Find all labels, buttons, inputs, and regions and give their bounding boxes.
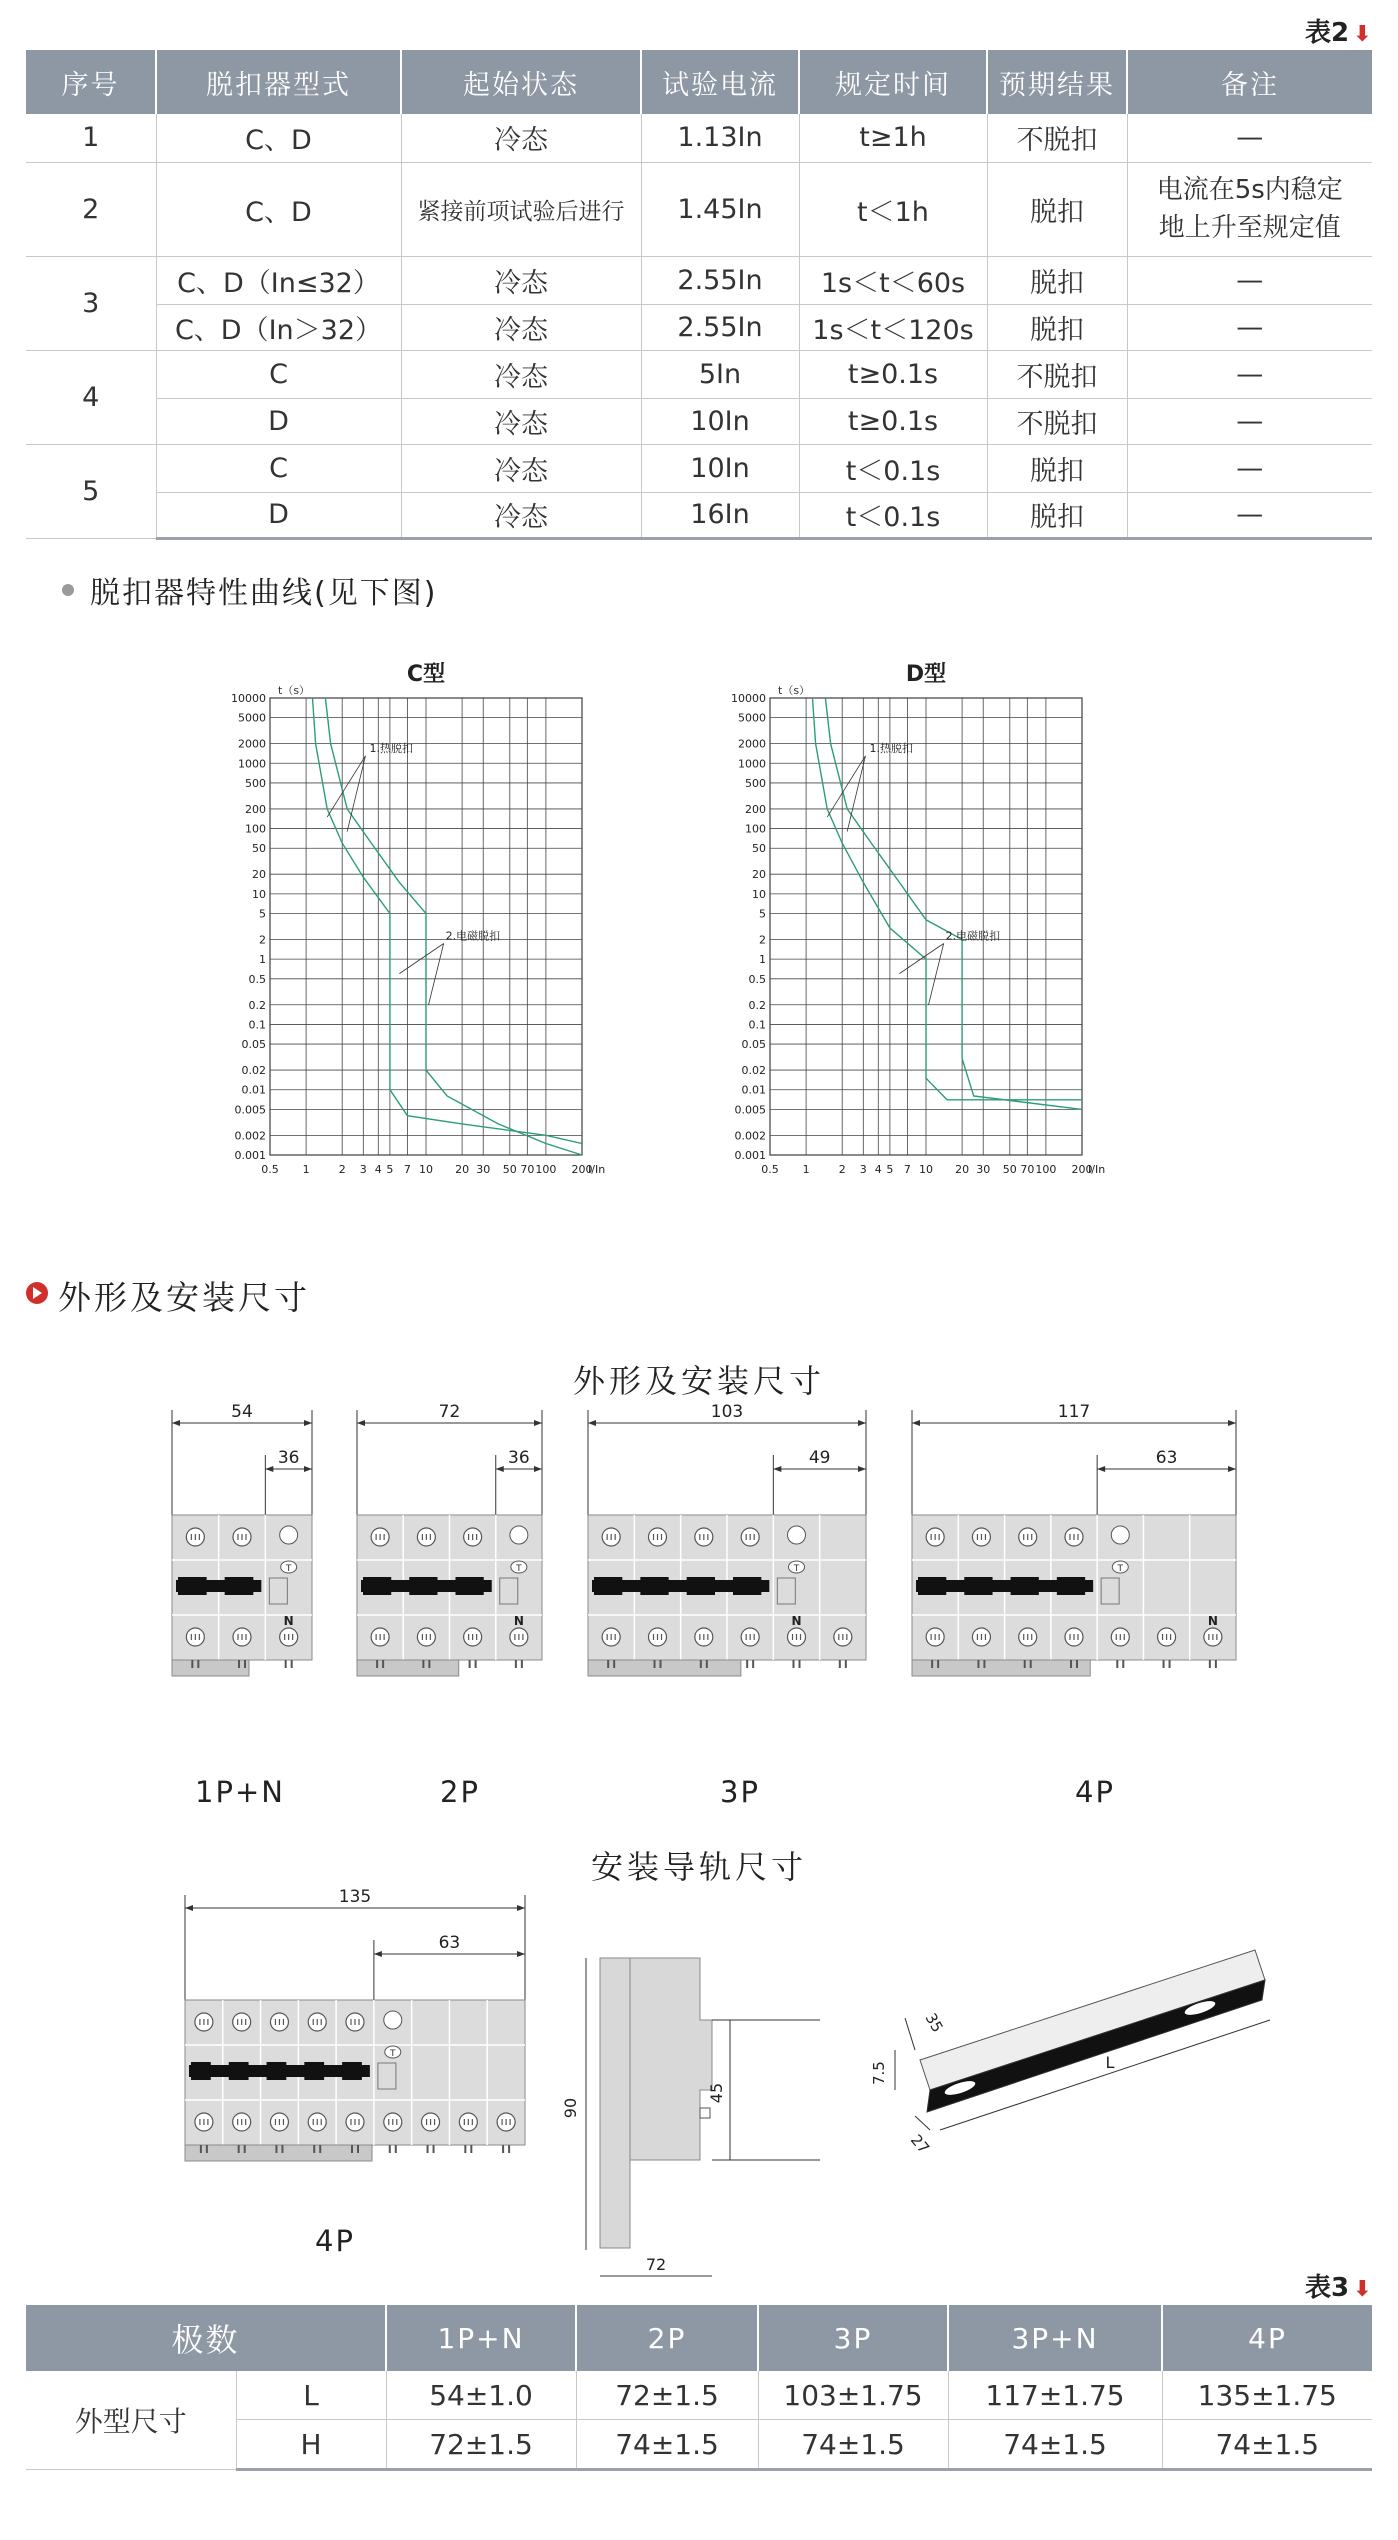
annotation-label: 1.热脱扣 [869, 741, 913, 755]
din-clip [357, 1660, 459, 1676]
dimension-arrow [374, 1951, 382, 1957]
table-cell: C、D [156, 114, 401, 162]
header-cell: 3P+N [948, 2305, 1162, 2371]
y-axis-label: t（s） [278, 684, 311, 697]
table3-tag-text: 表3 [1305, 2273, 1350, 2303]
dimension-label: 45 [707, 2082, 726, 2104]
handle-icon [229, 2062, 249, 2080]
table-cell: 冷态 [401, 304, 641, 350]
x-tick-label: 10 [419, 1163, 433, 1176]
dimension-label: 54 [231, 1402, 253, 1422]
neutral-mark: N [283, 1614, 294, 1628]
dimension-label: L [1105, 2053, 1115, 2072]
table-cell: 冷态 [401, 444, 641, 492]
side-view-screw [700, 2108, 710, 2118]
x-tick-label: 5 [886, 1163, 894, 1176]
table-cell: 74±1.5 [1162, 2420, 1372, 2470]
header-cell: 试验电流 [641, 50, 799, 114]
handle-icon [1011, 1577, 1039, 1595]
dimension-arrow [588, 1420, 596, 1426]
y-tick-label: 2 [259, 933, 266, 947]
y-tick-label: 0.2 [248, 998, 266, 1012]
breaker-label-4p: 4P [1075, 1775, 1115, 1809]
y-tick-label: 500 [245, 776, 266, 790]
indicator-icon [1111, 1526, 1129, 1544]
header-cell: 2P [576, 2305, 758, 2371]
annotation-label: 2.电磁脱扣 [945, 929, 1001, 943]
x-tick-label: 3 [359, 1163, 367, 1176]
table-row [26, 444, 1372, 492]
dimension-arrow [357, 1420, 365, 1426]
din-clip [588, 1660, 741, 1676]
trip-test-table [26, 50, 1372, 540]
y-tick-label: 0.002 [234, 1129, 266, 1143]
x-tick-label: 1 [302, 1163, 310, 1176]
x-tick-label: 7 [903, 1163, 911, 1176]
dimension-label: 117 [1057, 1402, 1091, 1422]
y-tick-label: 2 [759, 933, 766, 947]
handle-icon [178, 1577, 207, 1595]
x-tick-label: 20 [455, 1163, 470, 1176]
table-cell: 冷态 [401, 114, 641, 162]
curves-heading: 脱扣器特性曲线(见下图) [90, 576, 438, 611]
trip-curve-series [313, 698, 583, 1144]
x-tick-label: 1 [802, 1163, 810, 1176]
y-tick-label: 10 [252, 887, 266, 901]
y-tick-label: 0.1 [748, 1018, 766, 1032]
y-tick-label: 0.005 [234, 1103, 266, 1117]
y-tick-label: 5000 [238, 711, 266, 725]
dimension-arrow [534, 1466, 542, 1472]
header-cell: 序号 [26, 50, 156, 114]
table-cell: 3 [26, 256, 156, 350]
table-cell: 脱扣 [987, 256, 1127, 304]
table-cell: 72±1.5 [386, 2420, 576, 2470]
x-tick-label: 3 [859, 1163, 867, 1176]
x-tick-label: 100 [1035, 1163, 1057, 1176]
y-tick-label: 200 [745, 802, 766, 816]
handle-icon [191, 2062, 211, 2080]
table-cell: t＜0.1s [799, 492, 987, 538]
dims-title: 外形及安装尺寸 [572, 1362, 825, 1400]
table3-tag [1305, 2267, 1372, 2304]
y-tick-label: 1000 [738, 757, 766, 771]
dimension-arrow [517, 1951, 525, 1957]
neutral-mark: N [513, 1614, 524, 1628]
handle-icon [1057, 1577, 1085, 1595]
y-tick-label: 50 [252, 842, 266, 856]
header-cell: 备注 [1127, 50, 1372, 114]
x-tick-label: 50 [1002, 1163, 1017, 1176]
y-tick-label: 100 [245, 822, 266, 836]
x-tick-label: 2 [838, 1163, 846, 1176]
table-cell: 1s＜t＜120s [799, 304, 987, 350]
dimension-arrow [304, 1420, 312, 1426]
dimension-arrow [496, 1466, 504, 1472]
y-tick-label: 100 [745, 822, 766, 836]
y-tick-label: 50 [752, 842, 766, 856]
table-cell: H [236, 2420, 386, 2470]
table-cell: t≥0.1s [799, 398, 987, 444]
table-row [26, 162, 1372, 256]
annotation-label: 1.热脱扣 [369, 741, 413, 755]
y-tick-label: 500 [745, 776, 766, 790]
neutral-mark: N [791, 1614, 802, 1628]
y-tick-label: 0.01 [741, 1083, 766, 1097]
test-button-mark: T [390, 2049, 396, 2059]
table-cell: L [236, 2371, 386, 2420]
y-tick-label: 10000 [731, 692, 766, 705]
y-tick-label: 10000 [231, 692, 266, 705]
y-tick-label: 1 [259, 953, 266, 967]
dimension-arrow [1097, 1466, 1105, 1472]
table-cell: 5In [641, 350, 799, 398]
dimension-label: 103 [710, 1402, 744, 1422]
table-cell: t≥0.1s [799, 350, 987, 398]
handle-icon [363, 1577, 391, 1595]
table-cell: 2.55In [641, 304, 799, 350]
x-tick-label: 30 [976, 1163, 991, 1176]
table-cell: — [1127, 114, 1372, 162]
dimension-arrow [773, 1466, 781, 1472]
table-cell: 不脱扣 [987, 398, 1127, 444]
handle-icon [409, 1577, 437, 1595]
table-cell: 54±1.0 [386, 2371, 576, 2420]
y-tick-label: 0.002 [734, 1129, 766, 1143]
dimension-line [905, 2018, 915, 2050]
table-cell: 冷态 [401, 256, 641, 304]
table-cell: 脱扣 [987, 304, 1127, 350]
dimension-arrow [1228, 1466, 1236, 1472]
x-tick-label: 70 [520, 1163, 535, 1176]
table-cell: — [1127, 398, 1372, 444]
din-clip [172, 1660, 249, 1676]
table-cell: 冷态 [401, 350, 641, 398]
test-button-mark: T [793, 1564, 800, 1574]
table-cell: 脱扣 [987, 444, 1127, 492]
table-cell: 72±1.5 [576, 2371, 758, 2420]
test-button-mark: T [516, 1564, 522, 1574]
trip-curve-series [825, 698, 1082, 1109]
neutral-mark: N [1207, 1614, 1218, 1628]
x-tick-label: 2 [338, 1163, 346, 1176]
handle-icon [267, 2062, 287, 2080]
table2-tag-text: 表2 [1305, 18, 1350, 48]
x-axis-label: I/In [588, 1163, 606, 1176]
x-tick-label: 4 [874, 1163, 882, 1176]
table2-tag [1305, 12, 1372, 49]
annotation-label: 2.电磁脱扣 [445, 929, 501, 943]
dimension-label: 36 [277, 1448, 300, 1468]
y-tick-label: 0.02 [241, 1064, 266, 1078]
table-cell: — [1127, 492, 1372, 538]
rail-breaker-label: 4P [315, 2224, 355, 2258]
dimension-arrow [1228, 1420, 1236, 1426]
y-tick-label: 0.02 [741, 1064, 766, 1078]
handle-icon [225, 1577, 254, 1595]
y-tick-label: 5 [759, 907, 766, 921]
table-cell: 10In [641, 444, 799, 492]
din-clip [185, 2145, 372, 2161]
table-cell: 1.13In [641, 114, 799, 162]
dimension-arrow [858, 1466, 866, 1472]
x-tick-label: 5 [386, 1163, 394, 1176]
dimension-label: 35 [921, 2010, 947, 2036]
y-tick-label: 0.5 [748, 972, 766, 986]
table-cell: — [1127, 304, 1372, 350]
table-cell: 紧接前项试验后进行 [401, 162, 641, 256]
dims-section-heading: 外形及安装尺寸 [58, 1278, 310, 1317]
y-tick-label: 0.5 [248, 972, 266, 986]
table-cell: t＜0.1s [799, 444, 987, 492]
download-arrow-icon: ⬇ [1353, 2277, 1372, 2302]
dimension-arrow [912, 1420, 920, 1426]
handle-icon [342, 2062, 362, 2080]
header-cell: 3P [758, 2305, 948, 2371]
header-cell: 规定时间 [799, 50, 987, 114]
x-tick-label: 7 [403, 1163, 411, 1176]
y-tick-label: 200 [245, 802, 266, 816]
x-tick-label: 0.5 [261, 1163, 279, 1176]
header-cell: 预期结果 [987, 50, 1127, 114]
handle-icon [594, 1577, 622, 1595]
y-tick-label: 0.1 [248, 1018, 266, 1032]
handle-icon [733, 1577, 761, 1595]
breaker-label-3p: 3P [720, 1775, 760, 1809]
dimension-arrow [858, 1420, 866, 1426]
trip-curve-chart-c [220, 655, 700, 1220]
y-tick-label: 0.2 [748, 998, 766, 1012]
y-tick-label: 20 [752, 868, 766, 882]
dimension-label: 63 [1155, 1448, 1178, 1468]
annotation-leader [847, 756, 865, 832]
header-cell: 极数 [26, 2305, 386, 2371]
rail-title: 安装导轨尺寸 [590, 1848, 807, 1886]
table-cell: 1 [26, 114, 156, 162]
bullet-icon [62, 584, 74, 596]
dimension-arrow [534, 1420, 542, 1426]
dimension-arrow [304, 1466, 312, 1472]
table-row [26, 304, 1372, 350]
table3-header-row [26, 2305, 1372, 2371]
test-button-mark: T [285, 1564, 292, 1574]
table-row [26, 350, 1372, 398]
side-view-body-front [630, 1958, 712, 2160]
y-tick-label: 0.001 [234, 1149, 266, 1162]
header-cell: 4P [1162, 2305, 1372, 2371]
table-cell: 135±1.75 [1162, 2371, 1372, 2420]
table-cell: C、D（In＞32） [156, 304, 401, 350]
dimension-arrow [265, 1466, 273, 1472]
table-cell: D [156, 492, 401, 538]
rail-top [920, 1950, 1265, 2090]
y-tick-label: 0.005 [734, 1103, 766, 1117]
x-tick-label: 10 [919, 1163, 933, 1176]
handle-icon [687, 1577, 715, 1595]
dimension-label: 49 [808, 1448, 831, 1468]
table-cell: 脱扣 [987, 162, 1127, 256]
header-cell: 起始状态 [401, 50, 641, 114]
table-cell: C、D（In≤32） [156, 256, 401, 304]
table-cell: 2.55In [641, 256, 799, 304]
x-tick-label: 0.5 [761, 1163, 779, 1176]
trip-curve-series [325, 698, 582, 1155]
table-cell: 外型尺寸 [26, 2371, 236, 2470]
x-tick-label: 200 [571, 1163, 593, 1176]
dimension-label: 72 [645, 2255, 667, 2274]
x-tick-label: 200 [1071, 1163, 1093, 1176]
indicator-icon [788, 1526, 806, 1544]
table-row [26, 492, 1372, 538]
dimension-label: 135 [338, 1887, 372, 1907]
x-tick-label: 50 [502, 1163, 517, 1176]
table-row [26, 114, 1372, 162]
table-cell: 103±1.75 [758, 2371, 948, 2420]
indicator-icon [280, 1526, 298, 1544]
x-tick-label: 30 [476, 1163, 491, 1176]
chart-title: C型 [406, 662, 446, 687]
outline-size-table [26, 2305, 1372, 2471]
dimension-label: 90 [561, 2097, 580, 2119]
table-cell: 冷态 [401, 492, 641, 538]
handle-icon [304, 2062, 324, 2080]
table-cell: C、D [156, 162, 401, 256]
note-line: 地上升至规定值 [1158, 213, 1341, 243]
table-cell: 脱扣 [987, 492, 1127, 538]
dimension-arrow [185, 1905, 193, 1911]
table-row [26, 398, 1372, 444]
y-tick-label: 10 [752, 887, 766, 901]
y-tick-label: 0.001 [734, 1149, 766, 1162]
breaker-label-2p: 2P [440, 1775, 480, 1809]
y-tick-label: 1 [759, 953, 766, 967]
handle-icon [640, 1577, 668, 1595]
handle-icon [456, 1577, 484, 1595]
table-cell: D [156, 398, 401, 444]
table-cell: 冷态 [401, 398, 641, 444]
x-tick-label: 4 [374, 1163, 382, 1176]
dimension-arrow [517, 1905, 525, 1911]
trip-curve-series [813, 698, 1083, 1100]
table-cell: 1s＜t＜60s [799, 256, 987, 304]
trip-curve-chart-d [720, 655, 1200, 1220]
table-cell: 1.45In [641, 162, 799, 256]
table-cell: t＜1h [799, 162, 987, 256]
x-axis-label: I/In [1088, 1163, 1106, 1176]
breaker-label-1p-n: 1P+N [195, 1775, 285, 1809]
annotation-leader [347, 756, 365, 832]
y-tick-label: 5000 [738, 711, 766, 725]
y-tick-label: 20 [252, 868, 266, 882]
dimension-line [915, 2116, 930, 2130]
table-cell: 10In [641, 398, 799, 444]
table-cell: 74±1.5 [576, 2420, 758, 2470]
table-cell: — [1127, 350, 1372, 398]
y-tick-label: 1000 [238, 757, 266, 771]
dimension-label: 7.5 [870, 2061, 888, 2085]
y-tick-label: 2000 [238, 737, 266, 751]
x-tick-label: 70 [1020, 1163, 1035, 1176]
dimension-arrow [172, 1420, 180, 1426]
table-cell: — [1127, 256, 1372, 304]
table-cell: 16In [641, 492, 799, 538]
note-line: 电流在5s内稳定 [1156, 175, 1343, 205]
breaker-outline-drawings [0, 1402, 1398, 1830]
table-cell: 5 [26, 444, 156, 538]
y-tick-label: 0.05 [741, 1038, 766, 1052]
test-button-mark: T [1117, 1564, 1124, 1574]
table-cell: — [1127, 444, 1372, 492]
header-cell: 脱扣器型式 [156, 50, 401, 114]
dimension-label: 27 [906, 2131, 933, 2158]
y-tick-label: 5 [259, 907, 266, 921]
chart-title: D型 [905, 662, 947, 687]
dimension-label: 72 [438, 1402, 461, 1422]
table-cell: 117±1.75 [948, 2371, 1162, 2420]
table-cell: 4 [26, 350, 156, 444]
y-tick-label: 2000 [738, 737, 766, 751]
table-cell [1127, 162, 1372, 256]
table-cell: 74±1.5 [948, 2420, 1162, 2470]
dimension-label: 63 [438, 1933, 461, 1953]
table2-header-row [26, 50, 1372, 114]
y-tick-label: 0.05 [241, 1038, 266, 1052]
table-row [26, 256, 1372, 304]
dimension-label: 36 [508, 1448, 530, 1468]
table-cell: C [156, 350, 401, 398]
table-row [26, 2371, 1372, 2420]
table-cell: 74±1.5 [758, 2420, 948, 2470]
table-cell: t≥1h [799, 114, 987, 162]
handle-icon [964, 1577, 992, 1595]
table-cell: C [156, 444, 401, 492]
handle-icon [918, 1577, 946, 1595]
indicator-icon [510, 1526, 528, 1544]
x-tick-label: 100 [535, 1163, 557, 1176]
table-cell: 不脱扣 [987, 114, 1127, 162]
x-tick-label: 20 [955, 1163, 970, 1176]
section-marker-icon [26, 1282, 48, 1304]
y-axis-label: t（s） [778, 684, 811, 697]
indicator-icon [384, 2011, 402, 2029]
download-arrow-icon: ⬇ [1353, 22, 1372, 47]
y-tick-label: 0.01 [241, 1083, 266, 1097]
header-cell: 1P+N [386, 2305, 576, 2371]
table-cell: 2 [26, 162, 156, 256]
table-cell: 不脱扣 [987, 350, 1127, 398]
